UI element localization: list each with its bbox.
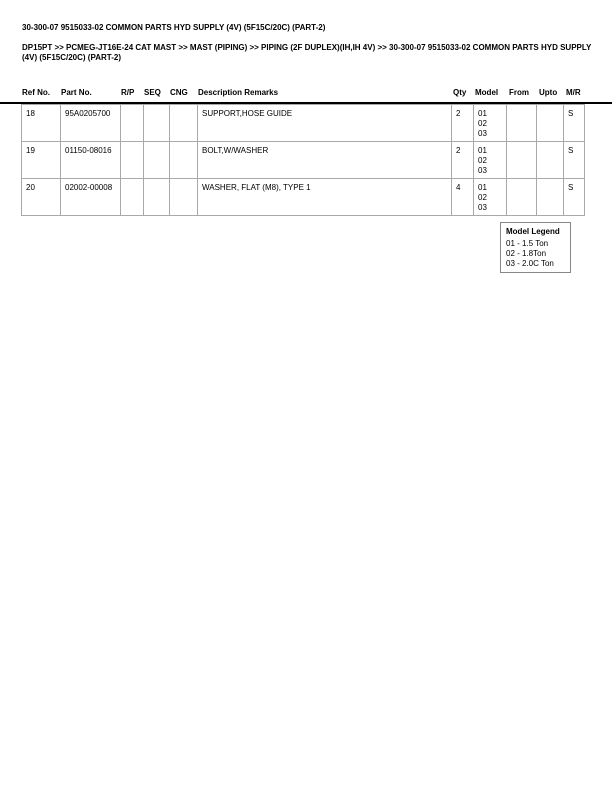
cell-rp — [121, 179, 144, 216]
table-row — [22, 142, 585, 179]
cell-upto — [537, 105, 564, 142]
header-qty: Qty — [453, 88, 467, 97]
cell-upto — [537, 142, 564, 179]
model-code: 02 — [478, 156, 487, 165]
header-ref-no: Ref No. — [22, 88, 50, 97]
cell-from — [507, 179, 537, 216]
header-cng: CNG — [170, 88, 188, 97]
legend-item: 02 - 1.8Ton — [506, 249, 547, 258]
cell-rp — [121, 142, 144, 179]
cell-ref-no: 18 — [22, 105, 61, 142]
model-code: 03 — [478, 129, 487, 138]
table-row — [22, 179, 585, 216]
cell-qty: 4 — [452, 179, 474, 216]
cell-model — [474, 142, 507, 179]
model-code: 02 — [478, 193, 487, 202]
page-title: 30-300-07 9515033-02 COMMON PARTS HYD SUPPLY (4V) (5F15C/20C) (PART-2) — [22, 23, 326, 32]
cell-description: WASHER, FLAT (M8), TYPE 1 — [198, 179, 452, 216]
cell-rp — [121, 105, 144, 142]
cell-seq — [144, 142, 170, 179]
cell-seq — [144, 179, 170, 216]
cell-from — [507, 142, 537, 179]
header-mr: M/R — [566, 88, 581, 97]
cell-mr: S — [564, 105, 585, 142]
header-upto: Upto — [539, 88, 558, 97]
cell-ref-no: 20 — [22, 179, 61, 216]
cell-model — [474, 179, 507, 216]
cell-cng — [170, 179, 198, 216]
cell-cng — [170, 142, 198, 179]
cell-qty: 2 — [452, 105, 474, 142]
cell-mr: S — [564, 179, 585, 216]
model-code: 01 — [478, 183, 487, 192]
cell-part-no: 01150-08016 — [61, 142, 121, 179]
cell-description: SUPPORT,HOSE GUIDE — [198, 105, 452, 142]
header-rp: R/P — [121, 88, 135, 97]
model-code: 02 — [478, 119, 487, 128]
cell-description: BOLT,W/WASHER — [198, 142, 452, 179]
model-code: 01 — [478, 109, 487, 118]
model-code: 03 — [478, 203, 487, 212]
cell-ref-no: 19 — [22, 142, 61, 179]
table-header — [0, 88, 612, 98]
model-code: 01 — [478, 146, 487, 155]
cell-upto — [537, 179, 564, 216]
cell-seq — [144, 105, 170, 142]
cell-cng — [170, 105, 198, 142]
header-from: From — [509, 88, 529, 97]
header-model: Model — [475, 88, 499, 97]
legend-title: Model Legend — [506, 227, 560, 236]
model-code: 03 — [478, 166, 487, 175]
cell-qty: 2 — [452, 142, 474, 179]
cell-from — [507, 105, 537, 142]
cell-part-no: 95A0205700 — [61, 105, 121, 142]
parts-table — [21, 104, 585, 216]
cell-part-no: 02002-00008 — [61, 179, 121, 216]
legend-item: 01 - 1.5 Ton — [506, 239, 549, 248]
header-seq: SEQ — [144, 88, 161, 97]
header-part-no: Part No. — [61, 88, 92, 97]
cell-mr: S — [564, 142, 585, 179]
cell-model — [474, 105, 507, 142]
breadcrumb: DP15PT >> PCMEG-JT16E-24 CAT MAST >> MAST (PIPING) >> PIPING (2F DUPLEX)(IH,IH 4V) >> 30-300-07 9515033-02 COMMON PARTS HYD SUPPLY (4V) (5F15C/20C) (PART-2) — [22, 43, 592, 62]
table-row — [22, 105, 585, 142]
legend-item: 03 - 2.0C Ton — [506, 259, 554, 268]
header-description: Description Remarks — [198, 88, 279, 97]
model-legend — [500, 222, 571, 273]
